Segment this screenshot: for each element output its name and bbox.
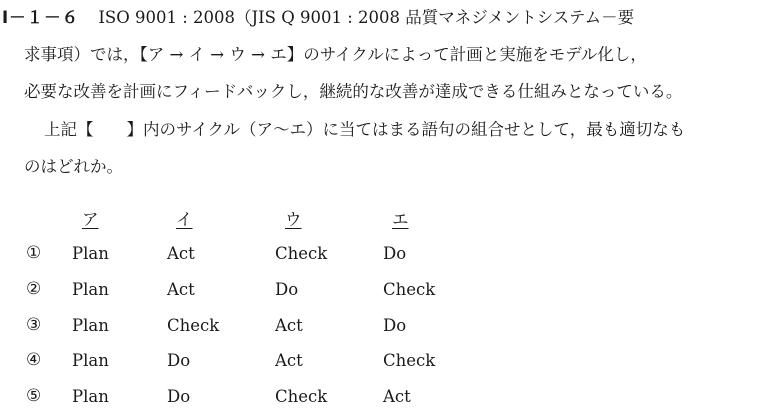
question-number: Ⅰ－１－６	[2, 8, 80, 27]
table-cell: Plan	[72, 351, 109, 370]
choice-mark: ④	[26, 350, 42, 370]
table-cell: Check	[275, 244, 328, 263]
table-cell: Check	[383, 351, 436, 370]
table-cell: Check	[167, 316, 220, 335]
table-cell: Do	[167, 351, 191, 370]
choice-mark: ①	[26, 243, 42, 263]
column-header-e: エ	[392, 210, 409, 229]
question-line-1	[2, 8, 634, 28]
table-cell: Do	[275, 280, 299, 299]
choice-mark: ③	[26, 315, 42, 335]
table-cell: Do	[383, 244, 407, 263]
table-cell: Act	[167, 244, 195, 263]
table-cell: Plan	[72, 316, 109, 335]
table-cell: Act	[275, 316, 303, 335]
question-text-1: ISO 9001 : 2008（JIS Q 9001 : 2008 品質マネジメントシステム－要	[98, 8, 635, 27]
table-cell: Act	[167, 280, 195, 299]
question-line-4: 上記【 】内のサイクル（ア～エ）に当てはまる語句の組合せとして，最も適切なも	[44, 120, 686, 139]
table-cell: Do	[383, 316, 407, 335]
table-cell: Plan	[72, 387, 109, 406]
table-cell: Act	[383, 387, 411, 406]
column-header-i: イ	[176, 210, 193, 229]
table-cell: Check	[383, 280, 436, 299]
table-cell: Act	[275, 351, 303, 370]
choice-mark: ⑤	[26, 386, 42, 406]
table-cell: Do	[167, 387, 191, 406]
table-cell: Plan	[72, 244, 109, 263]
choice-mark: ②	[26, 279, 42, 299]
question-line-3: 必要な改善を計画にフィードバックし，継続的な改善が達成できる仕組みとなっている。	[24, 82, 683, 101]
table-cell: Plan	[72, 280, 109, 299]
column-header-a: ア	[82, 210, 99, 229]
column-header-u: ウ	[285, 210, 302, 229]
table-cell: Check	[275, 387, 328, 406]
question-line-2: 求事項）では，【ア → イ → ウ → エ】のサイクルによって計画と実施をモデル化し，	[24, 45, 647, 64]
question-line-5: のはどれか。	[24, 157, 123, 176]
